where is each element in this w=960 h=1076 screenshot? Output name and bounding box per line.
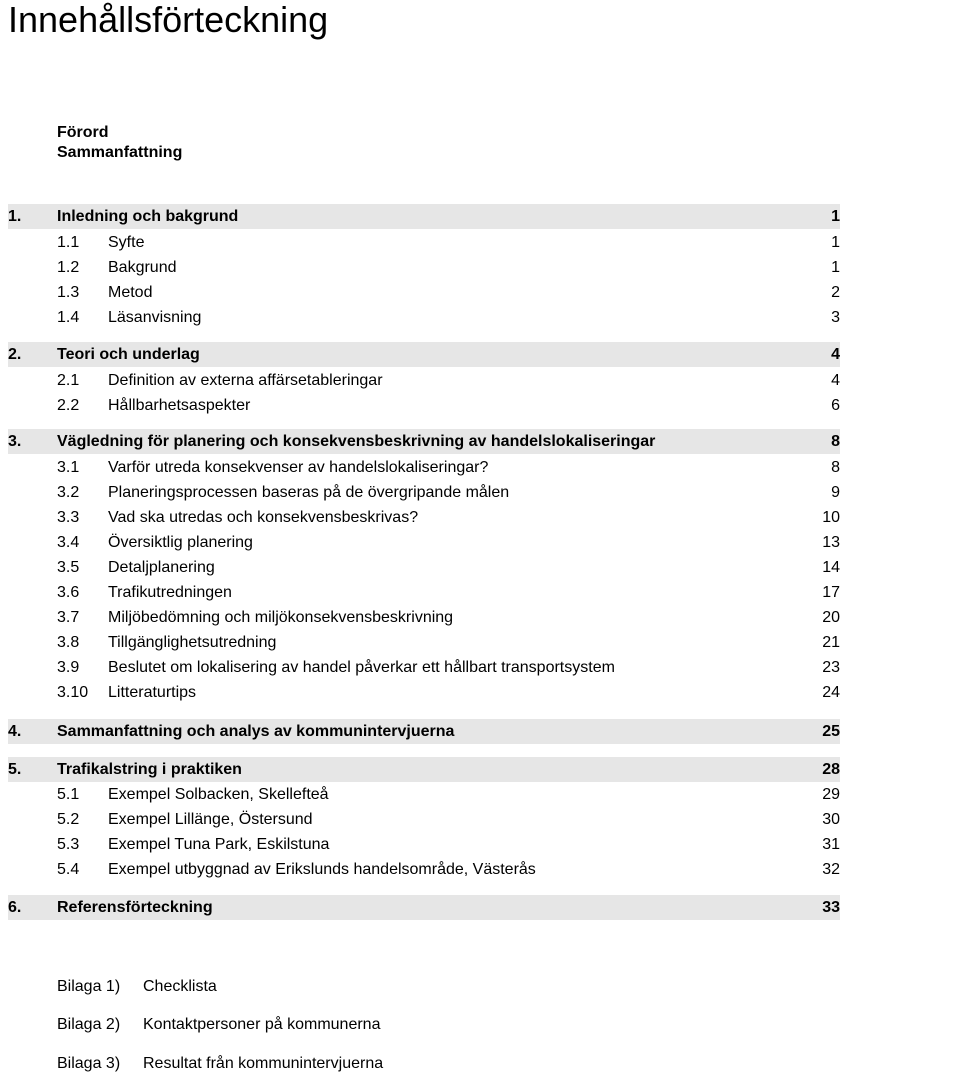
toc-number: 1.2 bbox=[57, 258, 80, 276]
toc-title: Trafikalstring i praktiken bbox=[57, 760, 242, 778]
toc-page-number: 1 bbox=[831, 258, 840, 276]
toc-page-number: 13 bbox=[822, 533, 840, 551]
toc-page-number: 24 bbox=[822, 683, 840, 701]
appendix-label: Bilaga 2) bbox=[57, 1016, 121, 1033]
toc-number: 3.1 bbox=[57, 458, 80, 476]
toc-title: Exempel Tuna Park, Eskilstuna bbox=[108, 835, 330, 853]
toc-number: 3.5 bbox=[57, 558, 80, 576]
toc-title: Litteraturtips bbox=[108, 683, 197, 701]
toc-page-number: 30 bbox=[822, 810, 840, 828]
toc-section-row bbox=[8, 505, 840, 530]
toc-chapter-row bbox=[8, 342, 840, 367]
appendix-label: Bilaga 3) bbox=[57, 1055, 121, 1072]
toc-title: Vägledning för planering och konsekvensbeskrivning av handelslokaliseringar bbox=[57, 432, 656, 450]
toc-page-number: 14 bbox=[822, 558, 840, 576]
toc-title: Exempel Lillänge, Östersund bbox=[108, 810, 313, 828]
toc-section-row bbox=[8, 305, 840, 330]
appendix-label: Bilaga 1) bbox=[57, 978, 121, 995]
toc-page-number: 23 bbox=[822, 658, 840, 676]
toc-number: 2.1 bbox=[57, 371, 80, 389]
toc-number: 3.8 bbox=[57, 633, 80, 651]
toc-title: Bakgrund bbox=[108, 258, 177, 276]
toc-title: Teori och underlag bbox=[57, 345, 200, 363]
toc-title: Läsanvisning bbox=[108, 308, 202, 326]
toc-number: 1. bbox=[8, 207, 22, 225]
page-title: Innehållsförteckning bbox=[8, 0, 329, 40]
toc-page-number: 6 bbox=[831, 396, 840, 414]
toc-page-number: 20 bbox=[822, 608, 840, 626]
toc-chapter-row bbox=[8, 429, 840, 454]
toc-number: 1.1 bbox=[57, 233, 80, 251]
toc-page-number: 32 bbox=[822, 860, 840, 878]
appendix-title: Kontaktpersoner på kommunerna bbox=[143, 1016, 381, 1033]
toc-page-number: 25 bbox=[822, 722, 840, 740]
front-matter-item-summary: Sammanfattning bbox=[57, 144, 183, 161]
toc-page-number: 10 bbox=[822, 508, 840, 526]
toc-page-number: 3 bbox=[831, 308, 840, 326]
toc-title: Tillgänglighetsutredning bbox=[108, 633, 277, 651]
toc-number: 3. bbox=[8, 432, 22, 450]
toc-title: Vad ska utredas och konsekvensbeskrivas? bbox=[108, 508, 419, 526]
toc-page-number: 31 bbox=[822, 835, 840, 853]
toc-number: 3.3 bbox=[57, 508, 80, 526]
toc-page-number: 33 bbox=[822, 898, 840, 916]
toc-number: 3.4 bbox=[57, 533, 80, 551]
toc-number: 3.7 bbox=[57, 608, 80, 626]
toc-chapter-row bbox=[8, 757, 840, 782]
toc-section-row bbox=[8, 230, 840, 255]
toc-section-row bbox=[8, 480, 840, 505]
toc-page-number: 1 bbox=[831, 207, 840, 225]
toc-title: Exempel Solbacken, Skellefteå bbox=[108, 785, 329, 803]
toc-page-number: 21 bbox=[822, 633, 840, 651]
toc-number: 5.4 bbox=[57, 860, 80, 878]
toc-title: Miljöbedömning och miljökonsekvensbeskrivning bbox=[108, 608, 454, 626]
toc-section-row bbox=[8, 832, 840, 857]
toc-page-number: 8 bbox=[831, 458, 840, 476]
toc-number: 1.3 bbox=[57, 283, 80, 301]
toc-number: 3.10 bbox=[57, 683, 89, 701]
toc-title: Trafikutredningen bbox=[108, 583, 232, 601]
toc-page-number: 2 bbox=[831, 283, 840, 301]
toc-title: Beslutet om lokalisering av handel påverkar ett hållbart transportsystem bbox=[108, 658, 615, 676]
toc-title: Inledning och bakgrund bbox=[57, 207, 239, 225]
toc-number: 5.1 bbox=[57, 785, 80, 803]
toc-title: Planeringsprocessen baseras på de övergripande målen bbox=[108, 483, 510, 501]
toc-section-row bbox=[8, 280, 840, 305]
toc-page-number: 17 bbox=[822, 583, 840, 601]
toc-page-number: 28 bbox=[822, 760, 840, 778]
appendix-title: Resultat från kommunintervjuerna bbox=[143, 1055, 384, 1072]
appendix-row bbox=[57, 977, 217, 997]
toc-title: Exempel utbyggnad av Erikslunds handelsområde, Västerås bbox=[108, 860, 536, 878]
toc-title: Definition av externa affärsetableringar bbox=[108, 371, 383, 389]
toc-title: Referensförteckning bbox=[57, 898, 213, 916]
toc-section-row bbox=[8, 680, 840, 705]
toc-number: 3.2 bbox=[57, 483, 80, 501]
toc-title: Syfte bbox=[108, 233, 145, 251]
toc-title: Metod bbox=[108, 283, 153, 301]
toc-section-row bbox=[8, 555, 840, 580]
toc-chapter-row bbox=[8, 895, 840, 920]
toc-section-row bbox=[8, 530, 840, 555]
toc-title: Sammanfattning och analys av kommunintervjuerna bbox=[57, 722, 455, 740]
toc-page-number: 9 bbox=[831, 483, 840, 501]
toc-section-row bbox=[8, 655, 840, 680]
toc-page-number: 1 bbox=[831, 233, 840, 251]
toc-number: 4. bbox=[8, 722, 22, 740]
toc-section-row bbox=[8, 255, 840, 280]
toc-page-number: 4 bbox=[831, 345, 840, 363]
toc-section-row bbox=[8, 857, 840, 882]
toc-title: Hållbarhetsaspekter bbox=[108, 396, 251, 414]
toc-number: 5.2 bbox=[57, 810, 80, 828]
toc-section-row bbox=[8, 605, 840, 630]
toc-number: 3.6 bbox=[57, 583, 80, 601]
front-matter-item-foreword: Förord bbox=[57, 124, 109, 141]
toc-section-row bbox=[8, 580, 840, 605]
appendix-row bbox=[57, 1015, 380, 1035]
toc-title: Översiktlig planering bbox=[108, 533, 253, 551]
toc-number: 1.4 bbox=[57, 308, 80, 326]
toc-chapter-row bbox=[8, 719, 840, 744]
toc-number: 5.3 bbox=[57, 835, 80, 853]
toc-chapter-row bbox=[8, 204, 840, 229]
toc-number: 6. bbox=[8, 898, 22, 916]
appendix-row bbox=[57, 1054, 383, 1074]
toc-title: Varför utreda konsekvenser av handelslokaliseringar? bbox=[108, 458, 489, 476]
toc-section-row bbox=[8, 782, 840, 807]
toc-number: 3.9 bbox=[57, 658, 80, 676]
appendix-title: Checklista bbox=[143, 978, 217, 995]
toc-section-row bbox=[8, 393, 840, 418]
toc-number: 2. bbox=[8, 345, 22, 363]
toc-number: 5. bbox=[8, 760, 22, 778]
toc-page-number: 29 bbox=[822, 785, 840, 803]
toc-section-row bbox=[8, 368, 840, 393]
toc-page-number: 8 bbox=[831, 432, 840, 450]
toc-title: Detaljplanering bbox=[108, 558, 215, 576]
toc-page-number: 4 bbox=[831, 371, 840, 389]
toc-section-row bbox=[8, 630, 840, 655]
toc-section-row bbox=[8, 455, 840, 480]
toc-section-row bbox=[8, 807, 840, 832]
toc-number: 2.2 bbox=[57, 396, 80, 414]
